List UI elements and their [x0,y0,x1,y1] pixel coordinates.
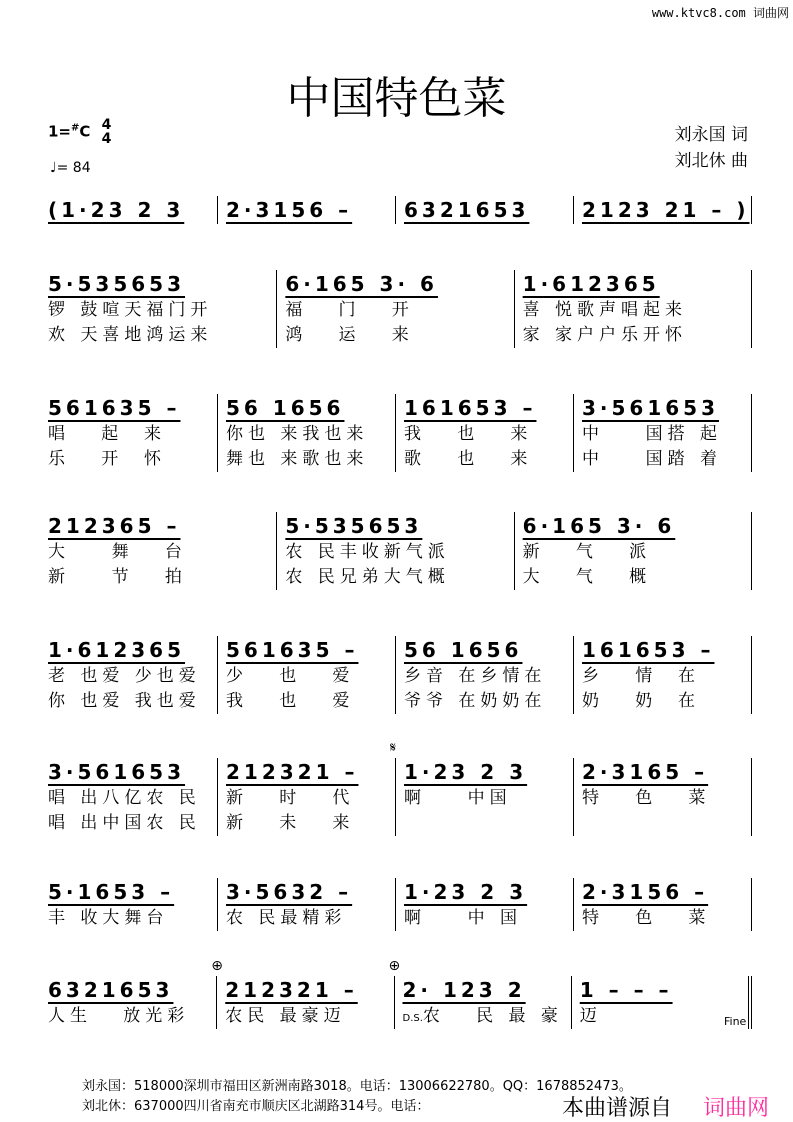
notes: 561635 – [48,396,181,420]
notes: 212365 – [48,514,181,538]
lyric-l2 [582,447,751,472]
notes: 5·535653 [48,272,186,296]
lyric-text: 乐 开 怀 [48,449,167,469]
lyric-text: 中 国踏 着 [582,449,723,469]
lyric-text: 迈 [579,1006,602,1026]
lyric-l1 [580,1004,748,1029]
lyric-l1 [48,422,217,447]
lyric-l2 [48,565,276,590]
measure [573,878,752,931]
notes: 2·3156 – [582,880,709,904]
lyric-text: 爷爷 在奶奶在 [404,691,547,711]
lyric-text: 丰 收大舞台 [48,908,169,928]
lyric-l1 [285,298,513,323]
notes: 56 1656 [226,396,345,420]
time-signature [102,118,112,146]
lyric-text: 人生 放光彩 [48,1006,190,1026]
lyric-text: 我 也 来 [404,424,533,444]
measure [40,758,217,836]
lyric-l1 [582,664,751,689]
notes: 3·561653 [582,396,720,420]
lyric-l1 [404,422,573,447]
lyric-l2 [226,811,395,836]
measure [514,270,752,348]
lyric-l1 [48,906,217,931]
key-prefix: 1= [48,122,72,141]
notes: 2·3156 – [226,198,353,222]
lyric-text: 家 家户户乐开怀 [522,325,688,345]
lyric-l1 [285,540,513,565]
lyric-l1 [48,1004,216,1029]
notes: 6·165 3· 6 [522,514,676,538]
lyric-text: 特 色 菜 [582,908,711,928]
notes: 6·165 3· 6 [285,272,438,296]
measure [217,196,395,224]
lyric-text: 奶 奶 在 [582,691,701,711]
notes: 561635 – [226,638,359,662]
lyric-l2 [523,565,751,590]
measure [390,740,573,836]
lyric-text: 新 节 拍 [48,567,187,587]
measure [573,636,752,714]
lyric-l1 [404,664,573,689]
lyric-text: 农民 最豪迈 [225,1006,346,1026]
notes: 1·612365 [48,638,186,662]
lyric-text: 中 国搭 起 [582,424,723,444]
notes: 5·535653 [285,514,423,538]
notes: 5·1653 – [48,880,175,904]
ts-bottom: 4 [101,131,112,147]
lyric-l1 [404,906,573,931]
measure [276,512,513,590]
lyric-l2 [48,811,217,836]
notes: (1·23 2 3 [48,198,185,222]
lyric-text: 唱 出八亿农 民 [48,788,201,808]
lyric-l2 [48,689,217,714]
source-label: 本曲谱源自 [562,1096,673,1121]
lyric-text: 新 气 派 [522,542,652,562]
source-site-logo: 词曲网 [703,1096,770,1121]
song-title: 中国特色菜 [286,73,507,124]
notes: 1·23 2 3 [404,880,528,904]
lyric-text: 农 民最精彩 [226,908,347,928]
segno-coda-mark: ⊕ [211,958,223,974]
lyric-l2 [404,689,573,714]
lyric-text: 大 气 概 [522,567,652,587]
site-watermark: www.ktvc8.com 词曲网 [651,6,789,20]
key-sharp: # [71,122,80,134]
notes: 1·23 2 3 [404,760,528,784]
lyric-text: 鸿 运 来 [285,325,414,345]
composer-credit: 刘北休 曲 [674,151,748,171]
lyric-text: 新 时 代 [226,788,355,808]
score-line [40,878,752,931]
ts-top: 4 [101,117,112,133]
score-line [40,636,752,714]
measure [573,394,752,472]
lyric-text: 老 也爱 少也爱 [48,666,201,686]
lyric-text: 乡音 在乡情在 [404,666,547,686]
lyric-text: 福 门 开 [285,300,414,320]
notes: 161653 – [404,396,537,420]
score-line [40,394,752,472]
notes: 1·612365 [522,272,660,296]
score-line [40,958,752,1029]
measure [573,758,752,836]
lyric-text: 新 未 来 [226,813,355,833]
lyric-text: 欢 天喜地鸿运来 [48,325,213,345]
score-line [40,196,752,224]
fine-mark: Fine [724,1015,747,1028]
lyric-text: 乡 情 在 [582,666,701,686]
measure [217,758,395,836]
lyric-l2 [48,323,276,348]
notes: 3·561653 [48,760,186,784]
segno-coda-mark: ⊕ [388,958,401,974]
score-line [40,270,752,348]
lyricist-credit: 刘永国 词 [674,125,748,145]
score-line [40,740,752,836]
lyric-l2 [582,689,751,714]
lyric-l1 [523,298,751,323]
measure [395,878,573,931]
lyric-l1 [404,786,573,811]
footer-composer-address: 刘北休：637000四川省南充市顺庆区北湖路314号。电话： [82,1099,430,1114]
tempo-mark: ♩= 84 [50,160,91,176]
lyric-text: 啊 中 国 [404,908,523,928]
lyric-l1 [48,540,276,565]
lyric-text: 农 民兄弟大气概 [285,567,450,587]
lyric-text: 特 色 菜 [582,788,711,808]
lyric-text: 唱 起 来 [48,424,167,444]
lyric-l1 [226,786,395,811]
measure [217,394,395,472]
lyric-text: 农 民丰收新气派 [285,542,450,562]
ds-mark: D.S. [402,1013,423,1024]
lyric-text: 喜 悦歌声唱起来 [522,300,688,320]
lyric-l2 [404,447,573,472]
notes: 3·5632 – [226,880,353,904]
measure [217,636,395,714]
lyric-l2 [48,447,217,472]
notes: 2123 21 – ) [582,198,750,222]
lyric-l2 [285,565,513,590]
score-line [40,512,752,590]
lyric-text: 唱 出中国农 民 [48,813,201,833]
lyric-l1 [523,540,751,565]
measure [395,394,573,472]
notes: 2·3165 – [582,760,709,784]
measure [40,270,276,348]
lyric-l1 [226,906,395,931]
lyric-l1 [226,664,395,689]
lyric-text: 农 民 最 豪 [422,1006,563,1026]
lyric-text: 歌 也 来 [404,449,533,469]
lyric-text: 你也 来我也来 [226,424,369,444]
lyric-text: 我 也 爱 [226,691,355,711]
lyric-text: 舞也 来歌也来 [226,449,369,469]
lyric-l2 [226,689,395,714]
notes: 6321653 [48,978,174,1002]
measure [395,636,573,714]
lyric-l1 [582,422,751,447]
key-signature [48,118,111,146]
measure [514,512,752,590]
lyric-text: 锣 鼓喧天福门开 [48,300,213,320]
segno-coda-mark: 𝄋 [390,740,397,756]
lyric-l1 [582,906,751,931]
lyric-l1 [48,786,217,811]
measure [40,394,217,472]
lyric-l1 [48,298,276,323]
measure [217,878,395,931]
notes: 2· 123 2 [402,978,526,1002]
notes: 56 1656 [404,638,523,662]
lyric-l2 [226,447,395,472]
lyric-text: 啊 中国 [404,788,512,808]
lyric-l1 [226,422,395,447]
measure [40,636,217,714]
measure [573,196,752,224]
measure [40,878,217,931]
notes: 212321 – [226,760,359,784]
notes: 1 – – – [579,978,673,1002]
footer-lyricist-address: 刘永国：518000深圳市福田区新洲南路3018。电话：13006622780。QQ：1678852473。 [82,1079,632,1094]
lyric-text: 少 也 爱 [226,666,355,686]
lyric-l1 [48,664,217,689]
measure [276,270,513,348]
lyric-l1 [403,1004,571,1029]
measure [40,512,276,590]
measure [395,196,573,224]
lyric-text: 你 也爱 我也爱 [48,691,201,711]
measure [40,976,216,1029]
lyric-l2 [285,323,513,348]
lyric-text: 大 舞 台 [48,542,187,562]
lyric-l2 [523,323,751,348]
notes: 212321 – [225,978,358,1002]
lyric-l1 [225,1004,393,1029]
notes: 6321653 [404,198,530,222]
measure [40,196,217,224]
measure [388,958,571,1029]
lyric-l1 [582,786,751,811]
measure [211,958,393,1029]
key-note: C [79,122,91,141]
notes: 161653 – [582,638,715,662]
